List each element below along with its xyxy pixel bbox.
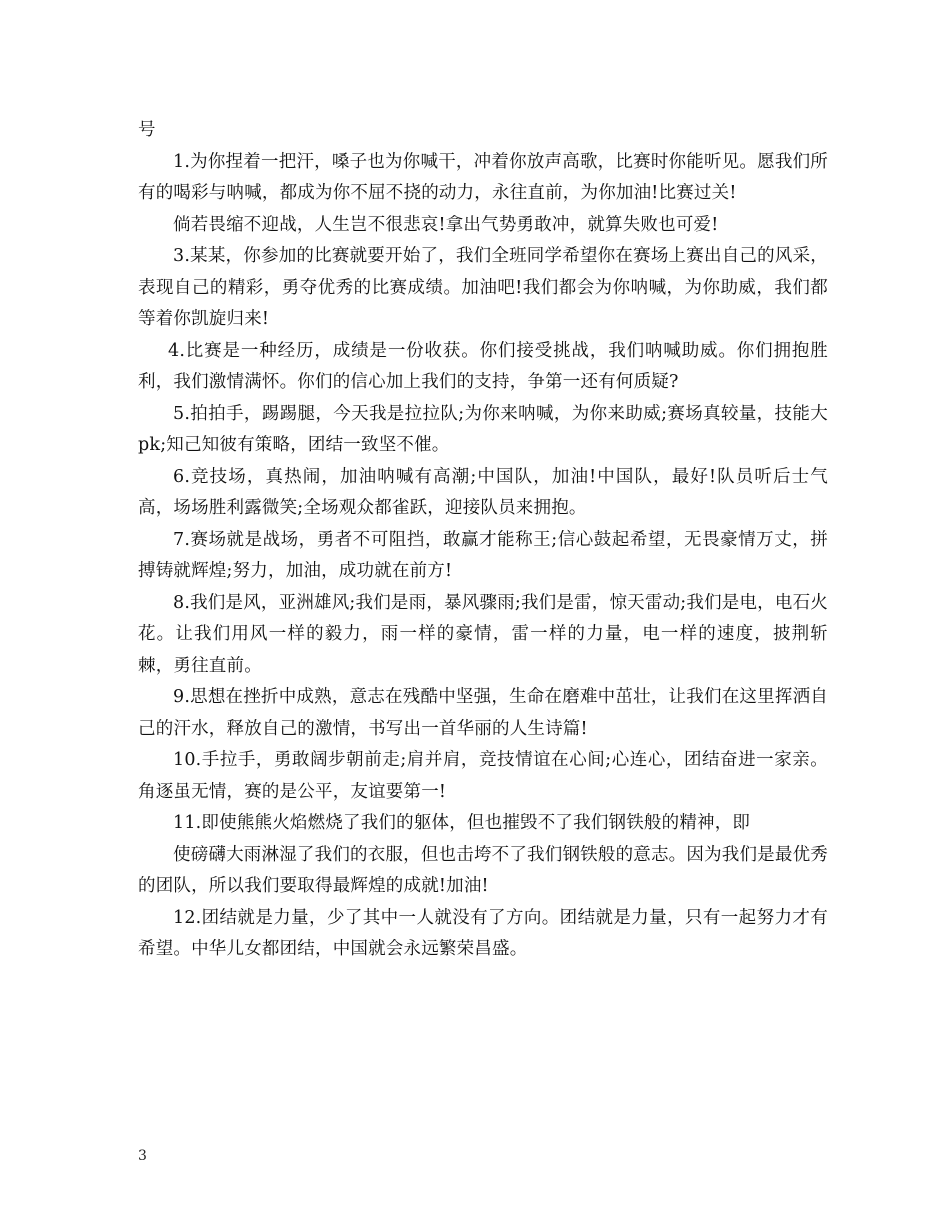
paragraph-7: 7.赛场就是战场，勇者不可阻挡，敢赢才能称王;信心鼓起希望，无畏豪情万丈，拼搏铸就辉煌;努力，加油，成功就在前方!	[138, 529, 828, 581]
paragraph-8: 8.我们是风，亚洲雄风;我们是雨，暴风骤雨;我们是雷，惊天雷动;我们是电，电石火花。让我们用风一样的毅力，雨一样的豪情，雷一样的力量，电一样的速度，披荆斩棘，勇往直前。	[138, 592, 828, 676]
paragraph-3: 3.某某，你参加的比赛就要开始了，我们全班同学希望你在赛场上赛出自己的风采，表现自己的精彩，勇夺优秀的比赛成绩。加油吧!我们都会为你呐喊，为你助威，我们都等着你凯旋归来!	[138, 246, 828, 329]
paragraph-12: 12.团结就是力量，少了其中一人就没有了方向。团结就是力量，只有一起努力才有希望。中华儿女都团结，中国就会永远繁荣昌盛。	[138, 907, 828, 959]
paragraph-6: 6.竞技场，真热闹，加油呐喊有高潮;中国队，加油!中国队，最好!队员听后士气高，场场胜利露微笑;全场观众都雀跃，迎接队员来拥抱。	[138, 466, 828, 518]
body-text	[138, 115, 828, 966]
paragraph-5: 5.拍拍手，踢踢腿，今天我是拉拉队;为你来呐喊，为你来助威;赛场真较量，技能大pk;知己知彼有策略，团结一致坚不催。	[138, 403, 828, 455]
paragraph-2: 倘若畏缩不迎战，人生岂不很悲哀!拿出气势勇敢冲，就算失败也可爱!	[173, 214, 719, 235]
paragraph-11: 11.即使熊熊火焰燃烧了我们的躯体，但也摧毁不了我们钢铁般的精神，即	[173, 813, 751, 833]
paragraph-1: 1.为你捏着一把汗，嗓子也为你喊干，冲着你放声高歌，比赛时你能听见。愿我们所有的喝彩与呐喊，都成为你不屈不挠的动力，永往直前，为你加油!比赛过关!	[138, 151, 828, 203]
page-number: 3	[138, 1148, 147, 1164]
heading-tail: 号	[138, 120, 156, 140]
paragraph-9: 9.思想在挫折中成熟，意志在残酷中坚强，生命在磨难中茁壮，让我们在这里挥洒自己的汗水，释放自己的激情，书写出一首华丽的人生诗篇!	[138, 687, 828, 739]
paragraph-10: 10.手拉手，勇敢阔步朝前走;肩并肩，竞技情谊在心间;心连心，团结奋进一家亲。角逐虽无情，赛的是公平，友谊要第一!	[138, 750, 828, 802]
paragraph-11-continued: 使磅礴大雨淋湿了我们的衣服，但也击垮不了我们钢铁般的意志。因为我们是最优秀的团队，所以我们要取得最辉煌的成就!加油!	[138, 844, 828, 896]
paragraph-4: 4.比赛是一种经历，成绩是一份收获。你们接受挑战，我们呐喊助威。你们拥抱胜利，我们激情满怀。你们的信心加上我们的支持，争第一还有何质疑?	[138, 340, 828, 392]
